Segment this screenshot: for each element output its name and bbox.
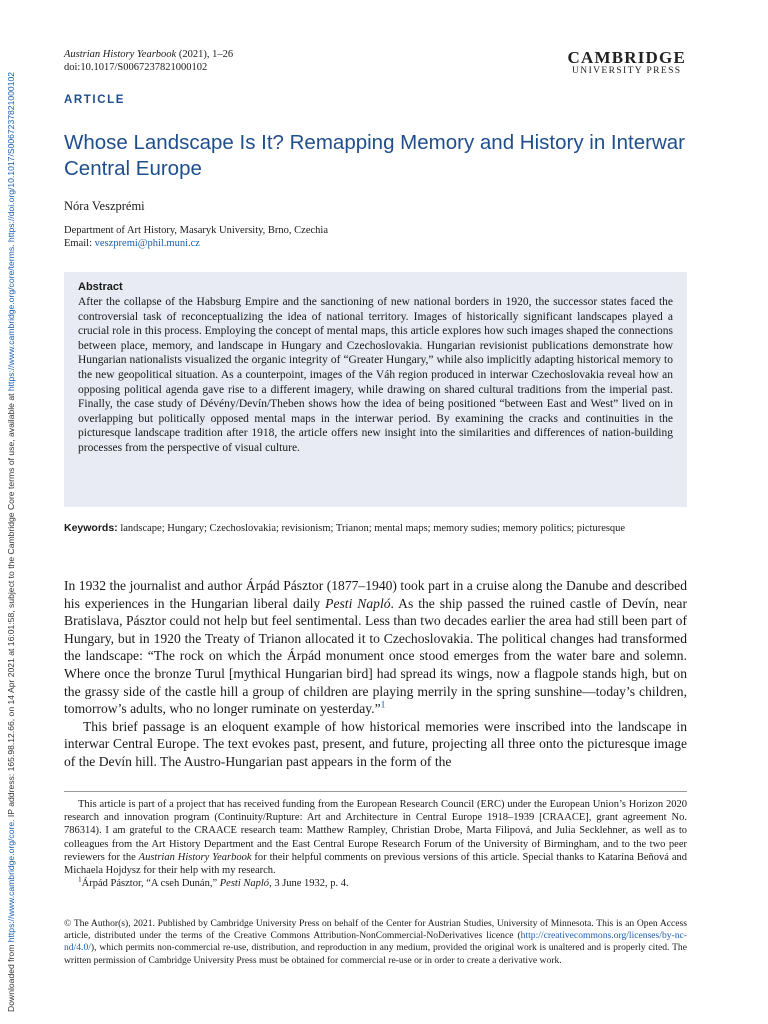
download-separator: . bbox=[6, 242, 16, 247]
license-link[interactable]: http://creativecommons.org/licenses/by-nc-nd/4.0/ bbox=[64, 930, 687, 954]
doi-sidebar-link[interactable]: https://doi.org/10.1017/S0067237821000102 bbox=[6, 71, 16, 243]
footnote-rule bbox=[64, 791, 687, 792]
body-paragraph-1 bbox=[64, 577, 687, 718]
license-notice bbox=[64, 918, 687, 967]
abstract-text: After the collapse of the Habsburg Empire and the sanctioning of new national borders in 1920, the successor states faced the controversial task of reconceptualizing the idea of national territory. Images of historically significant landscapes played a crucial role in this process. Employing the concept of mental maps, this article explores how such images shaped the connections between place, memory, and landscape in Hungary and Czechoslovakia. Hungarian revisionist publications demonstrate how Hungarian nationalists visualized the organic integrity of “Greater Hungary,” while also implicitly adapting historical memory to the new geopolitical situation. As a counterpoint, images of the Váh region produced in interwar Czechoslovakia reveal how an opposing political agenda gave rise to a different imagery, while drawing on shared cultural traditions from the imperial past. Finally, the case study of Dévény/Devín/Theben shows how the idea of being positioned “between East and West” lived on in overlapping but politically opposed mental maps in the interwar period. By examining the cracks and continuities in the picturesque landscape tradition after 1918, the article offers new insight into the similarities and differences of nation-building processes from the perspective of visual culture. bbox=[78, 296, 673, 454]
license-text-a: © The Author(s), 2021. Published by Cambridge University Press on behalf of the Center for Austrian Studies, University of Minnesota. This is an Open Access article, distributed under the terms of the Creative Commons Attribution-NonCommercial-NoDerivatives licence ( bbox=[64, 918, 687, 942]
journal-doi: doi:10.1017/S0067237821000102 bbox=[64, 62, 208, 73]
download-sidebar bbox=[4, 8, 22, 1016]
footnotes bbox=[64, 798, 687, 890]
keywords-list: landscape; Hungary; Czechoslovakia; revisionism; Trianon; mental maps; memory sudies; memory politics; picturesque bbox=[117, 523, 626, 534]
author-affiliation-block bbox=[64, 224, 328, 250]
keywords bbox=[64, 522, 687, 536]
footnote-1-number: 1 bbox=[78, 874, 82, 884]
footnote-1 bbox=[64, 874, 687, 890]
body-p1-text-a: In 1932 the journalist and author Árpád Pásztor (1877–1940) took part in a cruise along the Danube and described his experiences in the Hungarian liberal daily bbox=[64, 578, 687, 611]
journal-volume: (2021), 1–26 bbox=[176, 49, 234, 60]
publisher-logo bbox=[568, 50, 686, 77]
article-type-label: ARTICLE bbox=[64, 94, 126, 106]
keywords-label: Keywords: bbox=[64, 522, 118, 534]
email-link[interactable]: veszpremi@phil.muni.cz bbox=[94, 238, 200, 249]
terms-link[interactable]: https://www.cambridge.org/core/terms bbox=[6, 246, 16, 392]
email-label: Email: bbox=[64, 238, 95, 249]
fn1-italic: Pesti Napló bbox=[219, 878, 270, 890]
body-paragraph-2: This brief passage is an eloquent example of how historical memories were inscribed into the landscape in interwar Central Europe. The text evokes past, present, and future, projecting all three onto the picturesque image of the Devín hill. The Austro-Hungarian past appears in the form of the bbox=[64, 718, 687, 769]
ack-italic: Austrian History Yearbook bbox=[138, 851, 252, 863]
publisher-main: CAMBRIDGE bbox=[567, 48, 686, 67]
journal-name: Austrian History Yearbook bbox=[64, 49, 177, 60]
download-notice bbox=[4, 12, 18, 1012]
publisher-sub: UNIVERSITY PRESS bbox=[572, 66, 682, 76]
body-p1-text-b: . As the ship passed the ruined castle of Devín, near Bratislava, Pásztor could not help but feel sentimental. Less than two decades earlier the area had still been part of Hungary, but in 1920 the Treaty of Trianon allocated it to Czechoslovakia. The political changes had transformed the landscape: “The rock on which the Árpád monument once stood emerges from the water bare and solemn. Where once the bronze Turul [mythical Hungarian bird] had spread its wings, now a flagpole stands high, but on the grassy side of the castle hill a group of children are playing merrily in the spring sunshine—today’s children, tomorrow’s adults, who no longer ruminate on yesterday.” bbox=[64, 595, 687, 717]
download-ip-info: . IP address: 165.98.12.66, on 14 Apr 2021 at 16:01:58, subject to the Cambridge Core terms of use, available at bbox=[6, 391, 16, 822]
abstract-box bbox=[64, 272, 687, 507]
acknowledgement-note bbox=[64, 798, 687, 877]
abstract-heading: Abstract bbox=[78, 281, 123, 293]
footnote-ref-1[interactable]: 1 bbox=[380, 700, 386, 711]
license-text-b: ), which permits non-commercial re-use, distribution, and reproduction in any medium, provided the original work is unaltered and is properly cited. The written permission of Cambridge University Press must be obtained for commercial re-use or in order to create a derivative work. bbox=[64, 942, 687, 966]
article-body bbox=[64, 577, 687, 771]
affiliation: Department of Art History, Masaryk University, Brno, Czechia bbox=[64, 225, 328, 236]
author-name: Nóra Veszprémi bbox=[64, 199, 145, 213]
journal-citation bbox=[64, 48, 233, 74]
cambridge-core-link[interactable]: https://www.cambridge.org/core bbox=[6, 821, 16, 943]
email-line bbox=[64, 237, 328, 250]
body-p1-italic: Pesti Napló bbox=[325, 595, 391, 611]
ack-text-a: This article is part of a project that has received funding from the European Research Council (ERC) under the European Union’s Horizon 2020 research and innovation program (Continuity/Rupture: Art and Architecture in Central Europe 1918–1939 [CRAACE], grant agreement No. 786314). I am grateful to the CRAACE research team: Matthew Rampley, Christian Drobe, Marta Filipová, and Julia Secklehner, as well as to colleagues from the Art History Department and the East Central Europe Research Forum of the University of Birmingham, and to the two peer reviewers for the bbox=[64, 799, 687, 863]
ack-text-b: for their helpful comments on previous versions of this article. Special thanks to Katarína Beňová and Michaela Hojdysz for their help with my research. bbox=[64, 851, 687, 877]
fn1-text-b: , 3 June 1932, p. 4. bbox=[269, 878, 349, 890]
article-title: Whose Landscape Is It? Remapping Memory and History in Interwar Central Europe bbox=[64, 131, 685, 180]
download-prefix: Downloaded from bbox=[6, 942, 16, 1012]
fn1-text-a: Árpád Pásztor, “A cseh Dunán,” bbox=[81, 878, 220, 890]
